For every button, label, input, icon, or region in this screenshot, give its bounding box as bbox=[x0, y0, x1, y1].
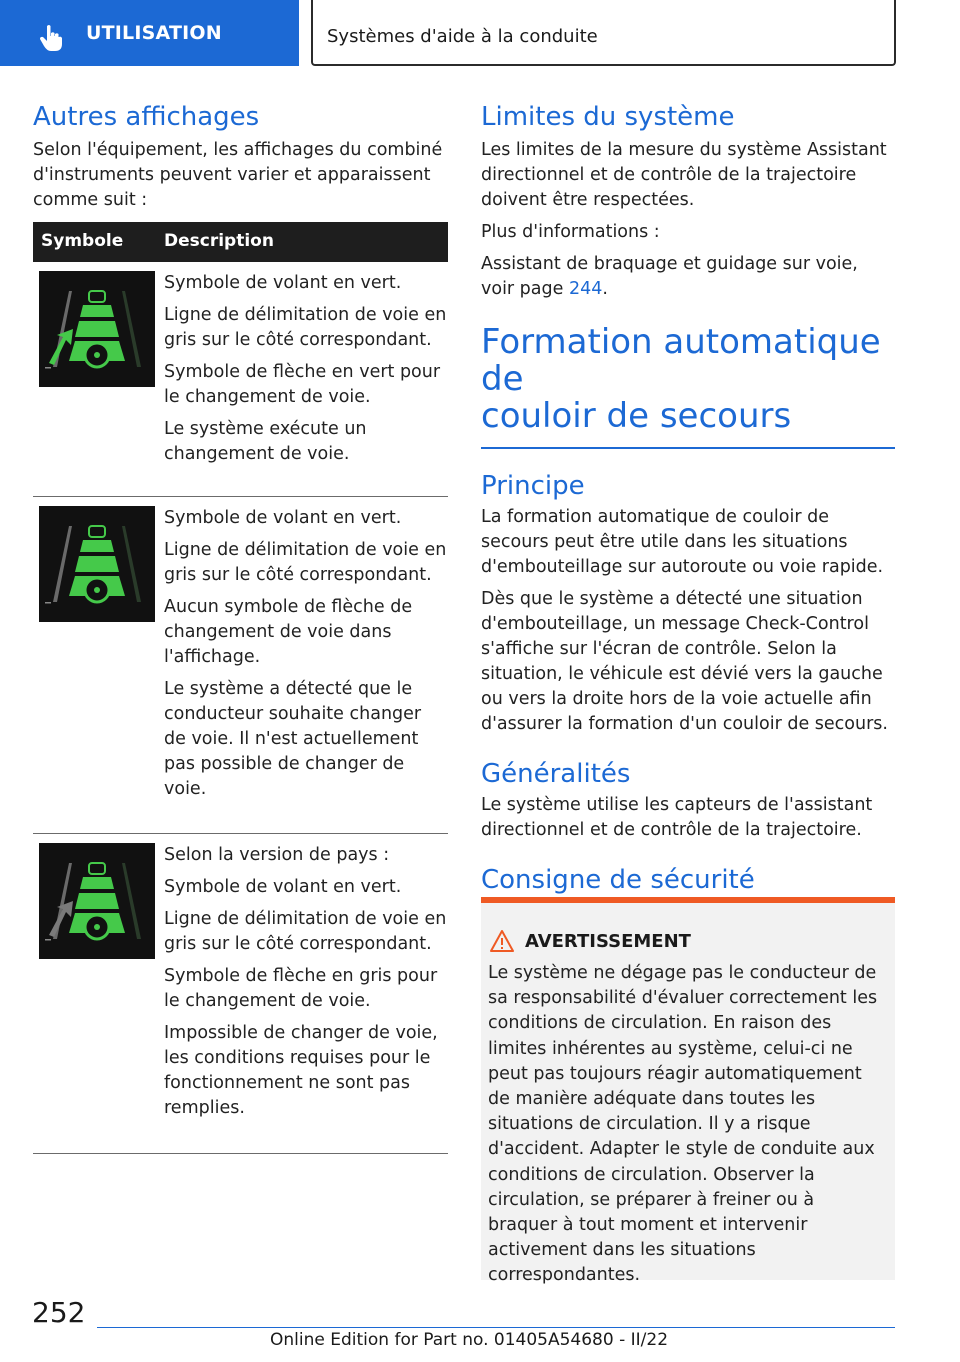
desc-line: Aucun symbole de flèche de changement de voie dans l'affichage. bbox=[164, 597, 413, 667]
no-lane-change-symbol-image bbox=[39, 506, 155, 622]
chapter-label: Systèmes d'aide à la conduite bbox=[327, 26, 598, 47]
section-label: UTILISATION bbox=[86, 22, 222, 44]
col-header-symbol: Symbole bbox=[41, 231, 124, 251]
intro-paragraph: Selon l'équipement, les affichages du combiné d'instruments peuvent varier et apparaissent comme suit : bbox=[33, 140, 443, 210]
section-divider bbox=[481, 447, 895, 449]
table-row bbox=[33, 262, 448, 497]
more-info-label: Plus d'informations : bbox=[481, 222, 660, 242]
heading-principe: Principe bbox=[481, 471, 585, 501]
col-header-description: Description bbox=[164, 231, 274, 251]
desc-line: Le système exécute un changement de voie. bbox=[164, 419, 367, 464]
general-paragraph: Le système utilise les capteurs de l'assistant directionnel et de contrôle de la trajectoire. bbox=[481, 795, 873, 840]
reference-paragraph bbox=[481, 252, 895, 302]
desc-line: Symbole de flèche en gris pour le changement de voie. bbox=[164, 966, 438, 1011]
table-row bbox=[33, 497, 448, 834]
row-description bbox=[164, 843, 448, 1128]
desc-line: Ligne de délimitation de voie en gris sur le côté correspondant. bbox=[164, 909, 447, 954]
desc-line: Symbole de volant en vert. bbox=[164, 877, 402, 897]
heading-consigne-securite: Consigne de sécurité bbox=[481, 865, 755, 895]
footer-edition: Online Edition for Part no. 01405A54680 - II/22 bbox=[270, 1330, 669, 1350]
page-header bbox=[0, 0, 960, 66]
steering-lane-gray-arrow-icon bbox=[39, 843, 155, 959]
lane-change-unavailable-symbol-image bbox=[39, 843, 155, 959]
desc-line: Ligne de délimitation de voie en gris sur le côté correspondant. bbox=[164, 540, 447, 585]
warning-triangle-icon bbox=[489, 929, 515, 953]
page-link[interactable]: 244 bbox=[568, 279, 603, 299]
desc-line: Impossible de changer de voie, les conditions requises pour le fonctionnement ne sont pas remplies. bbox=[164, 1023, 438, 1118]
warning-box bbox=[481, 897, 895, 1286]
desc-line: Le système a détecté que le conducteur souhaite changer de voie. Il n'est actuellement pas possible de changer de voie. bbox=[164, 679, 422, 799]
page-number: 252 bbox=[32, 1296, 86, 1329]
heading-autres-affichages: Autres affichages bbox=[33, 102, 260, 132]
section-title-line-1: Formation automatique de bbox=[481, 322, 881, 399]
warning-text: Le système ne dégage pas le conducteur de sa responsabilité d'évaluer correctement les conditions de circulation. En raison des limites inhérentes au système, celui-ci ne peut pas toujours réagir automatiquement de manière adéquate dans toutes les situations de circulation. Il y a risque d'accident. Adapter le style de conduite aux conditions de circulation. Observer la circulation, se préparer à freiner ou à braquer à tout moment et intervenir activement dans les situations correspondantes. bbox=[488, 963, 878, 1286]
limits-paragraph: Les limites de la mesure du système Assistant directionnel et de contrôle de la trajectoire doivent être respectées. bbox=[481, 140, 887, 210]
section-tab bbox=[0, 0, 299, 66]
principle-paragraph-1: La formation automatique de couloir de secours peut être utile dans les situations d'embouteillage sur autoroute ou voie rapide. bbox=[481, 507, 884, 577]
lane-change-symbol-image bbox=[39, 271, 155, 387]
heading-generalites: Généralités bbox=[481, 759, 631, 789]
left-column bbox=[33, 100, 448, 213]
warning-title: AVERTISSEMENT bbox=[525, 931, 691, 952]
symbol-table bbox=[33, 222, 448, 1154]
hand-pointer-icon bbox=[38, 24, 66, 52]
table-header bbox=[33, 222, 448, 262]
principle-paragraph-2: Dès que le système a détecté une situation d'embouteillage, un message Check-Control s'affiche sur l'écran de contrôle. Selon la situation, le véhicule est dévié vers la gauche ou vers la droite hors de la voie actuelle afin d'assurer la formation d'un couloir de secours. bbox=[481, 589, 888, 734]
desc-line: Symbole de volant en vert. bbox=[164, 508, 402, 528]
steering-lane-icon bbox=[39, 506, 155, 622]
table-row bbox=[33, 834, 448, 1154]
section-title-line-2: couloir de secours bbox=[481, 396, 792, 436]
desc-line: Symbole de flèche en vert pour le changement de voie. bbox=[164, 362, 441, 407]
row-description bbox=[164, 506, 448, 809]
heading-limites-systeme: Limites du système bbox=[481, 102, 735, 132]
desc-line: Selon la version de pays : bbox=[164, 845, 390, 865]
desc-line: Ligne de délimitation de voie en gris sur le côté correspondant. bbox=[164, 305, 447, 350]
steering-lane-arrow-icon bbox=[39, 271, 155, 387]
reference-end: . bbox=[602, 279, 608, 299]
desc-line: Symbole de volant en vert. bbox=[164, 273, 402, 293]
reference-text: Assistant de braquage et guidage sur voie, voir page bbox=[481, 254, 858, 299]
row-description bbox=[164, 271, 448, 474]
right-column bbox=[481, 100, 895, 897]
footer-divider bbox=[97, 1327, 895, 1328]
chapter-tab bbox=[311, 0, 896, 66]
